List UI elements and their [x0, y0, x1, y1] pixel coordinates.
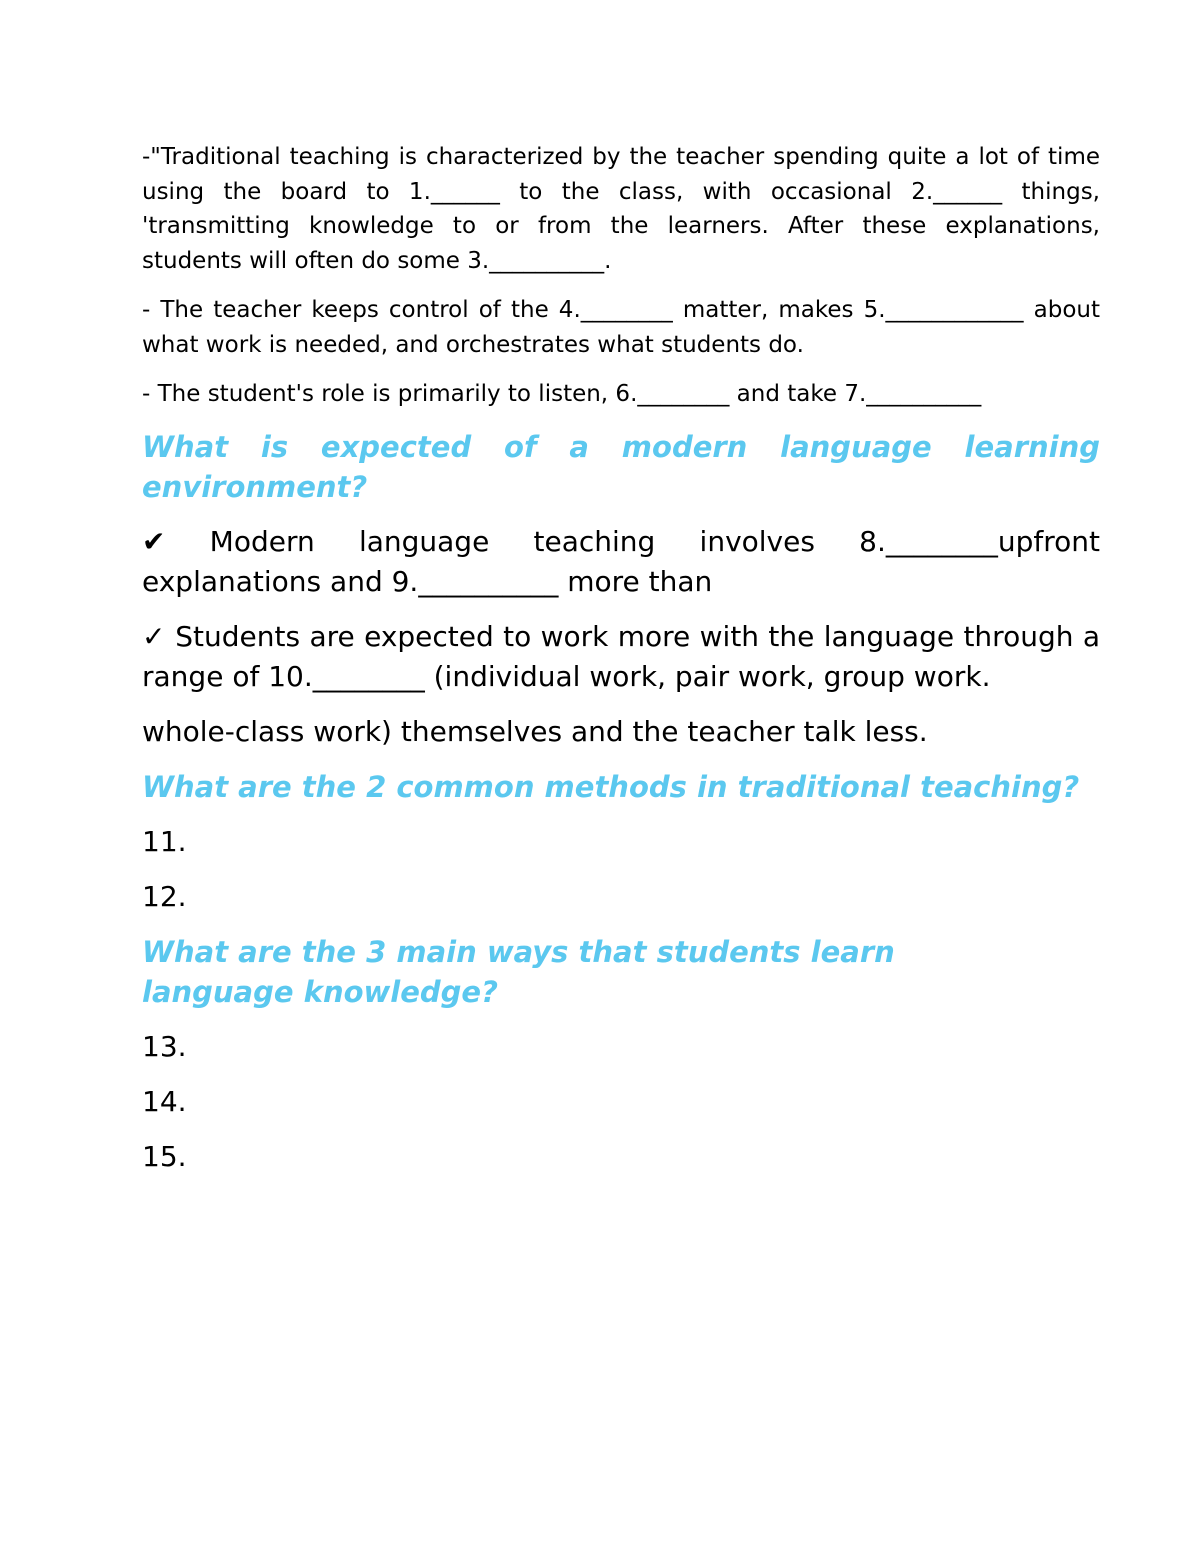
heading-modern-environment: What is expected of a modern language learning environment? — [142, 429, 1100, 504]
document-page — [142, 140, 1100, 1192]
paragraph-student-role: - The student's role is primarily to listen, 6.________ and take 7.__________ — [142, 381, 982, 407]
paragraph-whole-class: whole-class work) themselves and the teacher talk less. — [142, 714, 928, 748]
answer-number-14: 14. — [142, 1084, 187, 1118]
paragraph-modern-teaching: ✔ Modern language teaching involves 8.________upfront explanations and 9.__________ more than — [142, 524, 1100, 598]
heading-main-ways: What are the 3 main ways that students learn language knowledge? — [142, 934, 895, 1009]
answer-number-15: 15. — [142, 1139, 187, 1173]
answer-number-11: 11. — [142, 824, 187, 858]
paragraph-teacher-control: - The teacher keeps control of the 4.________ matter, makes 5.____________ about what work is needed, and orchestrates what students do. — [142, 297, 1100, 358]
answer-number-12: 12. — [142, 879, 187, 913]
answer-number-13: 13. — [142, 1029, 187, 1063]
heading-common-methods: What are the 2 common methods in traditional teaching? — [142, 769, 1080, 804]
paragraph-students-expected: ✓ Students are expected to work more with the language through a range of 10.________ (individual work, pair work, group work. — [142, 619, 1100, 693]
paragraph-traditional-teaching: -"Traditional teaching is characterized by the teacher spending quite a lot of time using the board to 1.______ to the class, with occasional 2.______ things, 'transmitting knowledge to or from the learners. After these explanations, students will often do some 3.__________. — [142, 144, 1100, 274]
